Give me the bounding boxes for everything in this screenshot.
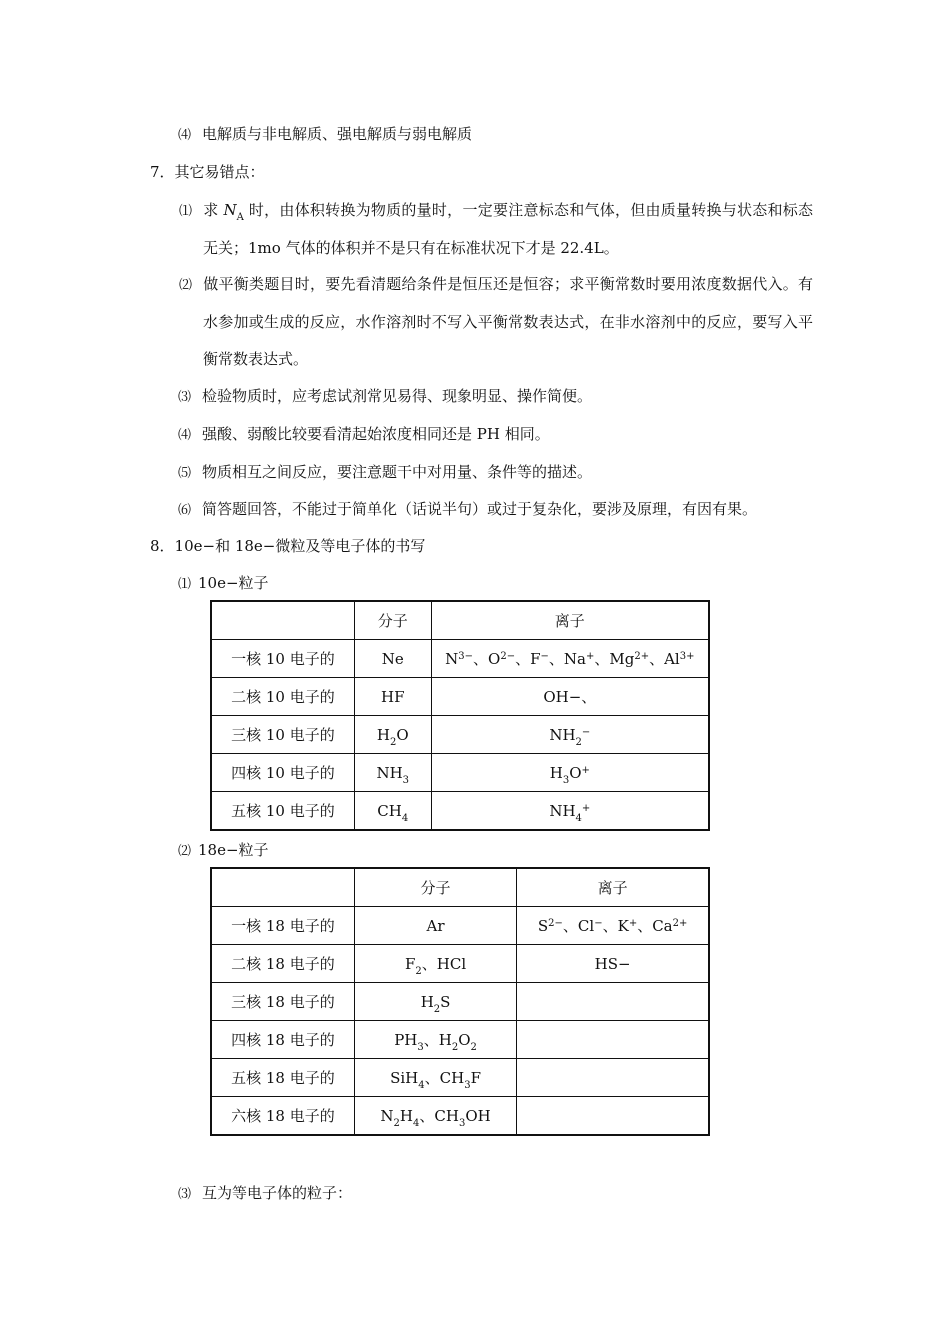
subsection-3-heading: ⑶ 互为等电子体的粒子： xyxy=(178,1184,353,1202)
molecule-cell: $NH_3$ xyxy=(354,754,431,792)
molecule-cell: $H_2O$ xyxy=(354,716,431,754)
point-3: ⑶ 检验物质时，应考虑试剂常见易得、现象明显、操作简便。 xyxy=(178,387,593,405)
header-ion: 离子 xyxy=(431,601,709,640)
section-8-heading xyxy=(150,536,425,556)
ion-cell xyxy=(517,1021,709,1059)
subsection-1-heading: ⑴ 10e−粒子 xyxy=(178,574,269,592)
table-18e xyxy=(210,867,710,1136)
table-row xyxy=(211,1059,709,1097)
ion-cell: $NH_2^-$ xyxy=(431,716,709,754)
ion-cell: OH−、 xyxy=(431,678,709,716)
header-empty xyxy=(211,868,354,907)
section-number: 7． xyxy=(150,163,175,181)
table-row xyxy=(211,1097,709,1136)
ion-cell: $S^{2-}$、Cl−、K+、$Ca^{2+}$ xyxy=(517,907,709,945)
molecule-cell: Ne xyxy=(354,640,431,678)
ion-cell xyxy=(517,1097,709,1136)
ion-cell xyxy=(517,1059,709,1097)
molecule-cell: HF xyxy=(354,678,431,716)
subsection-2-heading: ⑵ 18e−粒子 xyxy=(178,841,269,859)
table-row xyxy=(211,792,709,831)
table-row xyxy=(211,640,709,678)
table-header-row xyxy=(211,868,709,907)
ion-cell: HS− xyxy=(517,945,709,983)
row-label: 五核 18 电子的 xyxy=(211,1059,354,1097)
molecule-cell: $CH_4$ xyxy=(354,792,431,831)
header-molecule: 分子 xyxy=(354,868,516,907)
row-label: 四核 18 电子的 xyxy=(211,1021,354,1059)
ion-cell: $NH_4^+$ xyxy=(431,792,709,831)
molecule-cell: $N_2H_4$、$CH_3OH$ xyxy=(354,1097,516,1136)
table-10e xyxy=(210,600,710,831)
molecule-cell: $PH_3$、$H_2O_2$ xyxy=(354,1021,516,1059)
table-row xyxy=(211,945,709,983)
item-marker: ⑷ xyxy=(178,128,192,143)
row-label: 三核 10 电子的 xyxy=(211,716,354,754)
table-header-row xyxy=(211,601,709,640)
item-text: 电解质与非电解质、强电解质与弱电解质 xyxy=(202,125,473,143)
header-empty xyxy=(211,601,354,640)
table-row xyxy=(211,1021,709,1059)
ion-cell: $H_3O^+$ xyxy=(431,754,709,792)
item-marker: ⑵ xyxy=(179,278,193,293)
table-row xyxy=(211,907,709,945)
avogadro-symbol: N xyxy=(223,201,237,219)
row-label: 六核 18 电子的 xyxy=(211,1097,354,1136)
point-6: ⑹ 简答题回答，不能过于简单化（话说半句）或过于复杂化，要涉及原理，有因有果。 xyxy=(178,500,758,518)
section-number: 8． xyxy=(150,537,175,555)
header-molecule: 分子 xyxy=(354,601,431,640)
point-1: ⑴ 求 $N_A$ 时，由体积转换为物质的量时，一定要注意标态和气体，但由质量转换与状态和标态无关；1mo 气体的体积并不是只有在标准状况下才是 22.4L。 xyxy=(203,192,813,267)
item-marker: ⑴ xyxy=(179,204,193,219)
section-title: 其它易错点： xyxy=(174,163,265,181)
molecule-cell: $H_2S$ xyxy=(354,983,516,1021)
row-label: 五核 10 电子的 xyxy=(211,792,354,831)
item-4-heading xyxy=(178,124,472,146)
molecule-cell: Ar xyxy=(354,907,516,945)
row-label: 四核 10 电子的 xyxy=(211,754,354,792)
row-label: 二核 18 电子的 xyxy=(211,945,354,983)
row-label: 二核 10 电子的 xyxy=(211,678,354,716)
point-4: ⑷ 强酸、弱酸比较要看清起始浓度相同还是 PH 相同。 xyxy=(178,425,550,443)
table-row xyxy=(211,716,709,754)
row-label: 一核 18 电子的 xyxy=(211,907,354,945)
molecule-cell: SiH$_4$、$CH_3F$ xyxy=(354,1059,516,1097)
row-label: 一核 10 电子的 xyxy=(211,640,354,678)
molecule-cell: $F_2$、HCl xyxy=(354,945,516,983)
ion-cell: $N^{3-}$、$O^{2-}$、F−、Na+、$Mg^{2+}$、$Al^{3+}$ xyxy=(431,640,709,678)
section-title: 10e−和 18e−微粒及等电子体的书写 xyxy=(174,537,426,555)
section-7-heading xyxy=(150,162,265,182)
header-ion: 离子 xyxy=(517,868,709,907)
table-row xyxy=(211,678,709,716)
table-row xyxy=(211,983,709,1021)
ion-cell xyxy=(517,983,709,1021)
point-2: ⑵ 做平衡类题目时，要先看清题给条件是恒压还是恒容；求平衡常数时要用浓度数据代入。有水参加或生成的反应，水作溶剂时不写入平衡常数表达式，在非水溶剂中的反应，要写入平衡常数表达式。 xyxy=(203,266,813,378)
row-label: 三核 18 电子的 xyxy=(211,983,354,1021)
point-5: ⑸ 物质相互之间反应，要注意题干中对用量、条件等的描述。 xyxy=(178,463,593,481)
table-row xyxy=(211,754,709,792)
